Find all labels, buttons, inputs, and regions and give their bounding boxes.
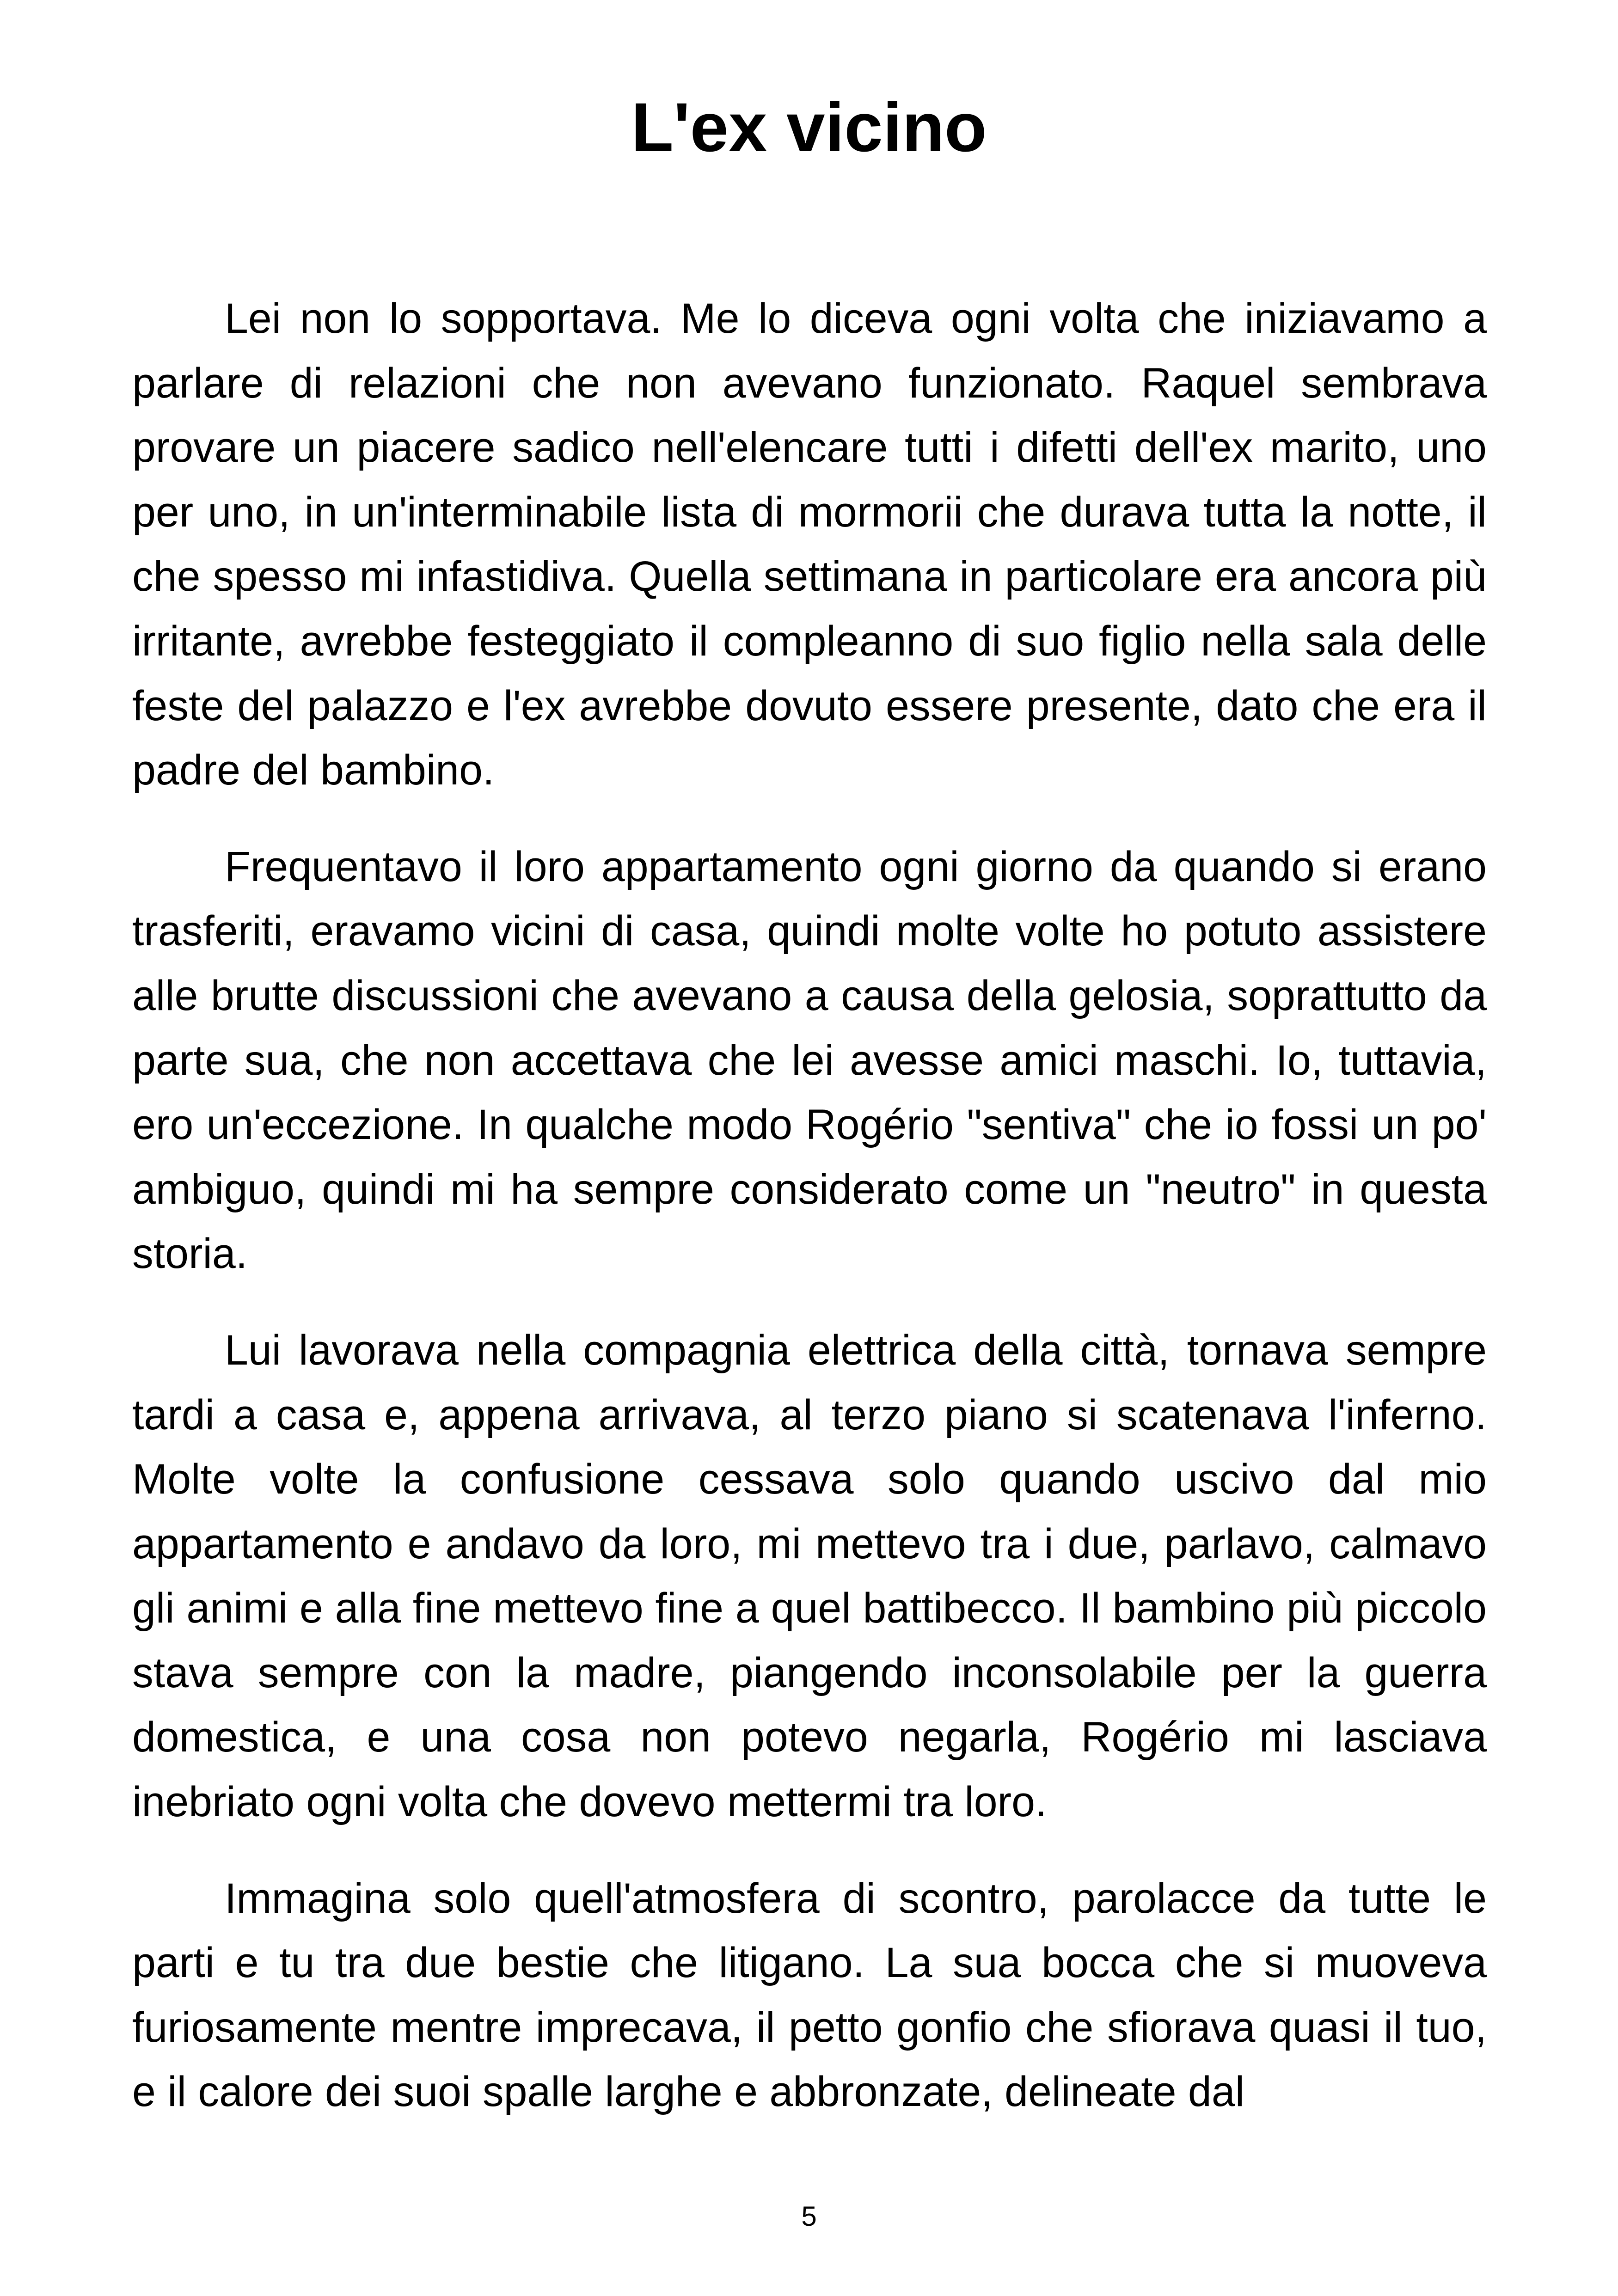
paragraph-1: Lei non lo sopportava. Me lo diceva ogni volta che iniziavamo a parlare di relazioni che non avevano funzionato. Raquel sembrava provare un piacere sadico nell'elencare tutti i difetti dell'ex marito, uno per uno, in un'interminabile lista di mormorii che durava tutta la notte, il che spesso mi infastidiva. Quella settimana in particolare era ancora più irritante, avrebbe festeggiato il compleanno di suo figlio nella sala delle feste del palazzo e l'ex avrebbe dovuto essere presente, dato che era il padre del bambino. (132, 295, 1487, 794)
paragraph-4: Immagina solo quell'atmosfera di scontro, parolacce da tutte le parti e tu tra due bestie che litigano. La sua bocca che si muoveva furiosamente mentre imprecava, il petto gonfio che sfiorava quasi il tuo, e il calore dei suoi spalle larghe e abbronzate, delineate dal (132, 1874, 1487, 2116)
body-text (132, 287, 1487, 2156)
page-number: 5 (801, 2201, 817, 2232)
paragraph-3: Lui lavorava nella compagnia elettrica della città, tornava sempre tardi a casa e, appena arrivava, al terzo piano si scatenava l'inferno. Molte volte la confusione cessava solo quando uscivo dal mio appartamento e andavo da loro, mi mettevo tra i due, parlavo, calmavo gli animi e alla fine mettevo fine a quel battibecco. Il bambino più piccolo stava sempre con la madre, piangendo inconsolabile per la guerra domestica, e una cosa non potevo negarla, Rogério mi lasciava inebriato ogni volta che dovevo mettermi tra loro. (132, 1326, 1487, 1826)
page-title: L'ex vicino (631, 88, 987, 166)
paragraph-2: Frequentavo il loro appartamento ogni giorno da quando si erano trasferiti, eravamo vicini di casa, quindi molte volte ho potuto assistere alle brutte discussioni che avevano a causa della gelosia, soprattutto da parte sua, che non accettava che lei avesse amici maschi. Io, tuttavia, ero un'eccezione. In qualche modo Rogério "sentiva" che io fossi un po' ambiguo, quindi mi ha sempre considerato come un "neutro" in questa storia. (132, 843, 1487, 1278)
